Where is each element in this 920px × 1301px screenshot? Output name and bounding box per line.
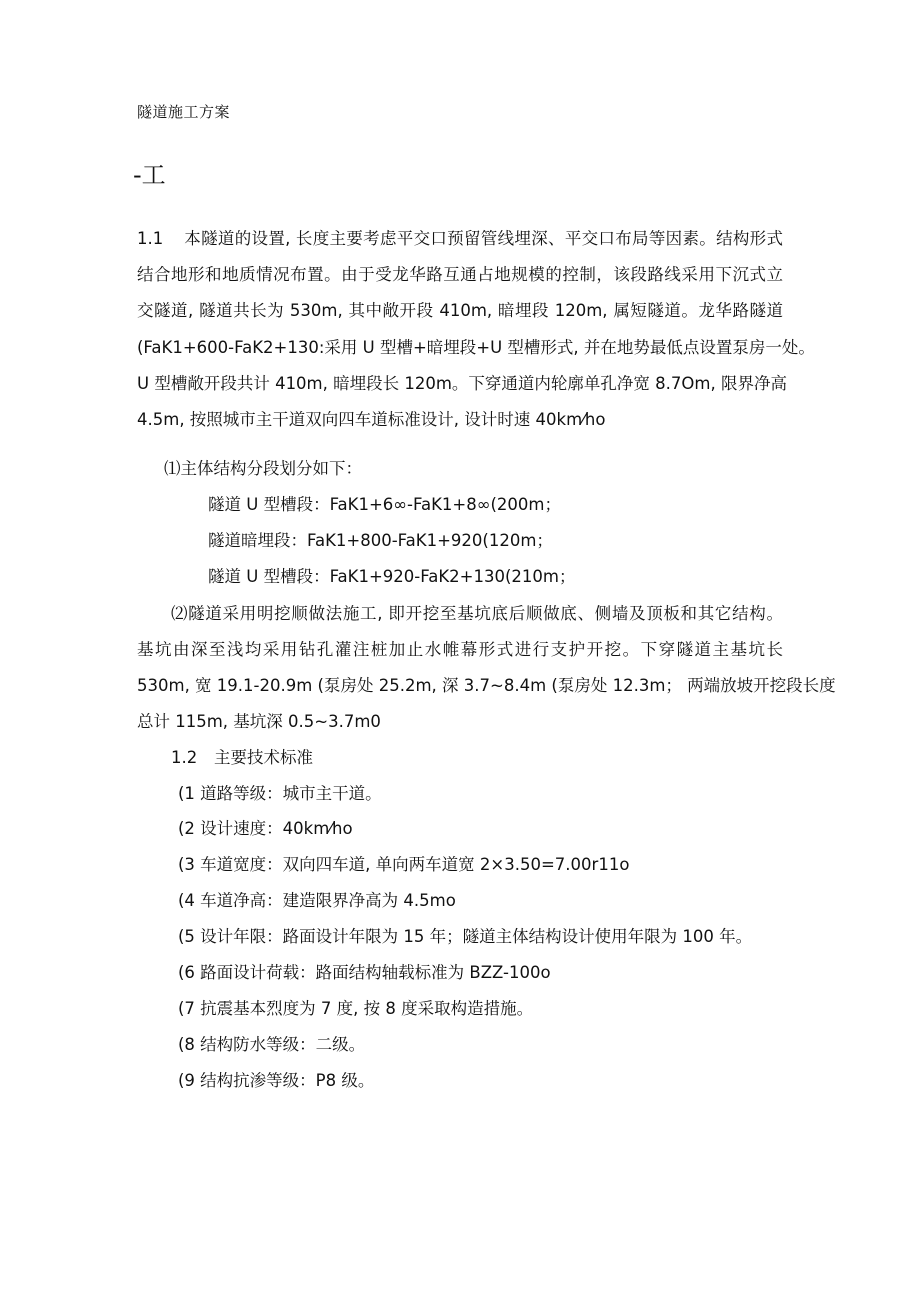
- paragraph-line: 交隧道, 隧道共长为 530m, 其中敞开段 410m, 暗埋段 120m, 属短隧道。龙华路隧道: [137, 301, 783, 320]
- paragraph-line: (FaK1+600-FaK2+130:采用 U 型槽+暗埋段+U 型槽形式, 并在地势最低点设置泵房一处。: [137, 338, 815, 357]
- paragraph-line: 结合地形和地质情况布置。由于受龙华路互通占地规模的控制，该段路线采用下沉式立: [137, 265, 783, 284]
- section-title: 主要技术标准: [214, 748, 313, 767]
- list-item: (7 抗震基本烈度为 7 度, 按 8 度采取构造措施。: [178, 999, 534, 1018]
- paragraph-line: 基坑由深至浅均采用钻孔灌注桩加止水帷幕形式进行支护开挖。下穿隧道主基坑长: [137, 640, 783, 659]
- list-intro: ⑴主体结构分段划分如下：: [164, 459, 362, 478]
- paragraph-line: 总计 115m, 基坑深 0.5~3.7m0: [137, 712, 381, 731]
- list-item: (1 道路等级：城市主干道。: [178, 784, 382, 803]
- document-header: 隧道施工方案: [137, 103, 231, 121]
- list-item: (8 结构防水等级：二级。: [178, 1035, 366, 1054]
- paragraph-line: [137, 228, 783, 250]
- section-number: 1.2: [171, 748, 198, 767]
- paragraph-line: 4.5m, 按照城市主干道双向四车道标准设计, 设计时速 40km⁄ho: [137, 410, 606, 429]
- chapter-title: -工: [133, 161, 166, 189]
- list-item: 隧道暗埋段：FaK1+800-FaK1+920(120m；: [208, 531, 553, 550]
- paragraph-line: ⑵隧道采用明挖顺做法施工, 即开挖至基坑底后顺做底、侧墙及顶板和其它结构。: [171, 604, 783, 623]
- list-item: (6 路面设计荷载：路面结构轴载标准为 BZZ-100o: [178, 963, 551, 982]
- paragraph-line: U 型槽敞开段共计 410m, 暗埋段长 120m。下穿通道内轮廓单孔净宽 8.7Om, 限界净高: [137, 374, 787, 393]
- section-number: 1.1: [137, 229, 164, 248]
- paragraph-line: 530m, 宽 19.1-20.9m (泵房处 25.2m, 深 3.7~8.4m (泵房处 12.3m； 两端放坡开挖段长度: [137, 676, 836, 695]
- section-heading: [171, 747, 313, 769]
- list-item: (5 设计年限：路面设计年限为 15 年；隧道主体结构设计使用年限为 100 年。: [178, 927, 753, 946]
- list-item: (9 结构抗渗等级：P8 级。: [178, 1071, 375, 1090]
- list-item: 隧道 U 型槽段：FaK1+6∞-FaK1+8∞(200m；: [208, 495, 561, 514]
- paragraph-text: 本隧道的设置, 长度主要考虑平交口预留管线埋深、平交口布局等因素。结构形式: [184, 229, 783, 248]
- list-item: 隧道 U 型槽段：FaK1+920-FaK2+130(210m；: [208, 567, 576, 586]
- list-item: (3 车道宽度：双向四车道, 单向两车道宽 2×3.50=7.00r11o: [178, 855, 630, 874]
- list-item: (4 车道净高：建造限界净高为 4.5mo: [178, 891, 456, 910]
- list-item: (2 设计速度：40km⁄ho: [178, 819, 353, 838]
